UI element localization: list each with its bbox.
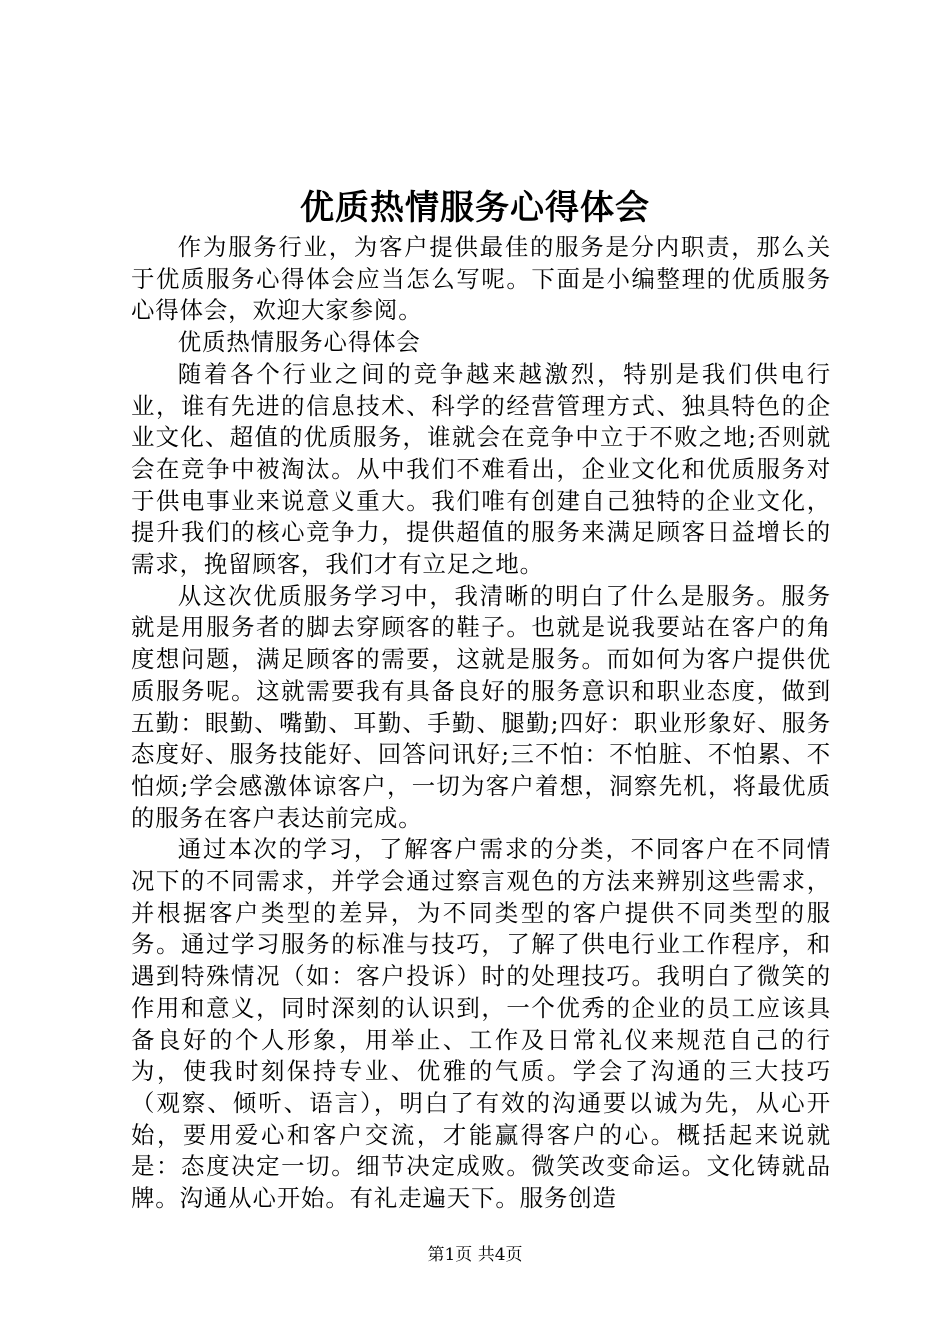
body-paragraph: 从这次优质服务学习中，我清晰的明白了什么是服务。服务就是用服务者的脚去穿顾客的鞋子。也就是说我要站在客户的角度想问题，满足顾客的需要，这就是服务。而如何为客户提供优质服务呢。这就需要我有具备良好的服务意识和职业态度，做到五勤：眼勤、嘴勤、耳勤、手勤、腿勤;四好：职业形象好、服务态度好、服务技能好、回答问讯好;三不怕：不怕脏、不怕累、不怕烦;学会感激体谅客户，一切为客户着想，洞察先机，将最优质的服务在客户表达前完成。 (131, 581, 831, 832)
section-heading: 优质热情服务心得体会 (177, 328, 421, 357)
document-title: 优质热情服务心得体会 (300, 188, 650, 228)
body-paragraph: 随着各个行业之间的竞争越来越激烈，特别是我们供电行业，谁有先进的信息技术、科学的经营管理方式、独具特色的企业文化、超值的优质服务，谁就会在竞争中立于不败之地;否则就会在竞争中被淘汰。从中我们不难看出，企业文化和优质服务对于供电事业来说意义重大。我们唯有创建自己独特的企业文化，提升我们的核心竞争力，提供超值的服务来满足顾客日益增长的需求，挽留顾客，我们才有立足之地。 (131, 359, 831, 579)
page-footer: 第1页 共4页 (427, 1245, 523, 1265)
document-body (131, 232, 831, 1215)
intro-paragraph: 作为服务行业，为客户提供最佳的服务是分内职责，那么关于优质服务心得体会应当怎么写呢。下面是小编整理的优质服务心得体会，欢迎大家参阅。 (131, 233, 831, 325)
body-paragraph: 通过本次的学习，了解客户需求的分类，不同客户在不同情况下的不同需求，并学会通过察言观色的方法来辨别这些需求，并根据客户类型的差异，为不同类型的客户提供不同类型的服务。通过学习服务的标准与技巧，了解了供电行业工作程序，和遇到特殊情况（如：客户投诉）时的处理技巧。我明白了微笑的作用和意义，同时深刻的认识到，一个优秀的企业的员工应该具备良好的个人形象，用举止、工作及日常礼仪来规范自己的行为，使我时刻保持专业、优雅的气质。学会了沟通的三大技巧（观察、倾听、语言），明白了有效的沟通要以诚为先，从心开始，要用爱心和客户交流，才能赢得客户的心。概括起来说就是：态度决定一切。细节决定成败。微笑改变命运。文化铸就品牌。沟通从心开始。有礼走遍天下。服务创造 (131, 835, 831, 1213)
